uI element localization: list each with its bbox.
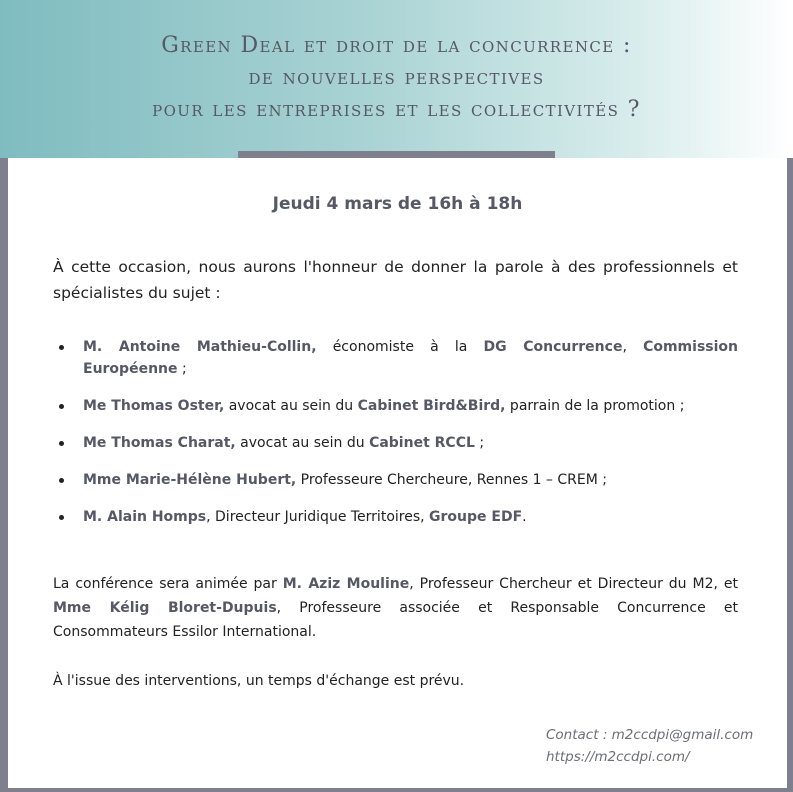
speaker-role: avocat au sein du — [235, 435, 370, 451]
bullet-icon — [59, 404, 64, 409]
speaker-role: avocat au sein du — [224, 398, 358, 414]
speaker-name: Me Thomas Oster, — [83, 398, 225, 414]
speaker-role: parrain de la promotion ; — [505, 398, 685, 414]
separator: . — [522, 509, 527, 525]
separator: ; — [177, 361, 187, 377]
speaker-org: Groupe EDF — [429, 509, 523, 525]
speaker-item — [53, 506, 738, 528]
speaker-item — [53, 469, 738, 491]
event-date: Jeudi 4 mars de 16h à 18h — [272, 194, 523, 214]
contact-block — [546, 724, 753, 768]
title-line-1: Green Deal et droit de la concurrence : — [161, 33, 632, 58]
moderation-paragraph — [53, 572, 738, 644]
page-title — [0, 30, 793, 126]
bullet-icon — [59, 515, 64, 520]
speaker-item — [53, 395, 738, 417]
speaker-item — [53, 432, 738, 454]
closing-paragraph: À l'issue des interventions, un temps d'échange est prévu. — [53, 673, 465, 689]
contact-url[interactable]: https://m2ccdpi.com/ — [546, 749, 690, 765]
separator: , — [622, 339, 644, 355]
speaker-role: , Directeur Juridique Territoires, — [206, 509, 430, 525]
moderation-text: , Professeur Chercheur et Directeur du M2, et — [409, 576, 738, 592]
speaker-list — [53, 336, 738, 543]
speaker-org: Cabinet Bird&Bird, — [357, 398, 506, 414]
moderation-text: , Professeure associée et Responsable Concurrence et Consommateurs Essilor International. — [53, 600, 738, 640]
moderator-name: Mme Kélig Bloret-Dupuis — [53, 600, 277, 616]
separator: ; — [474, 435, 485, 451]
speaker-org: DG Concurrence — [483, 339, 623, 355]
speaker-name: M. Alain Homps — [83, 509, 207, 525]
bullet-icon — [59, 478, 64, 483]
bullet-icon — [59, 441, 64, 446]
speaker-role: économiste à la — [316, 339, 484, 355]
title-line-2: de nouvelles perspectives — [248, 65, 545, 90]
title-divider-bar — [238, 151, 555, 158]
speaker-org: Commission Européenne — [83, 339, 738, 377]
contact-email[interactable]: Contact : m2ccdpi@gmail.com — [546, 727, 754, 743]
intro-paragraph: À cette occasion, nous aurons l'honneur de donner la parole à des professionnels et spécialistes du sujet : — [53, 258, 738, 302]
speaker-item — [53, 336, 738, 380]
title-line-3: pour les entreprises et les collectivités ? — [152, 97, 641, 122]
bullet-icon — [59, 345, 64, 350]
speaker-name: M. Antoine Mathieu-Collin, — [83, 339, 317, 355]
speaker-org: Cabinet RCCL — [369, 435, 475, 451]
moderator-name: M. Aziz Mouline — [282, 576, 410, 592]
speaker-name: Me Thomas Charat, — [83, 435, 236, 451]
speaker-role: Professeure Chercheure, Rennes 1 – CREM ; — [296, 472, 607, 488]
moderation-text: La conférence sera animée par — [53, 576, 283, 592]
speaker-name: Mme Marie-Hélène Hubert, — [83, 472, 297, 488]
